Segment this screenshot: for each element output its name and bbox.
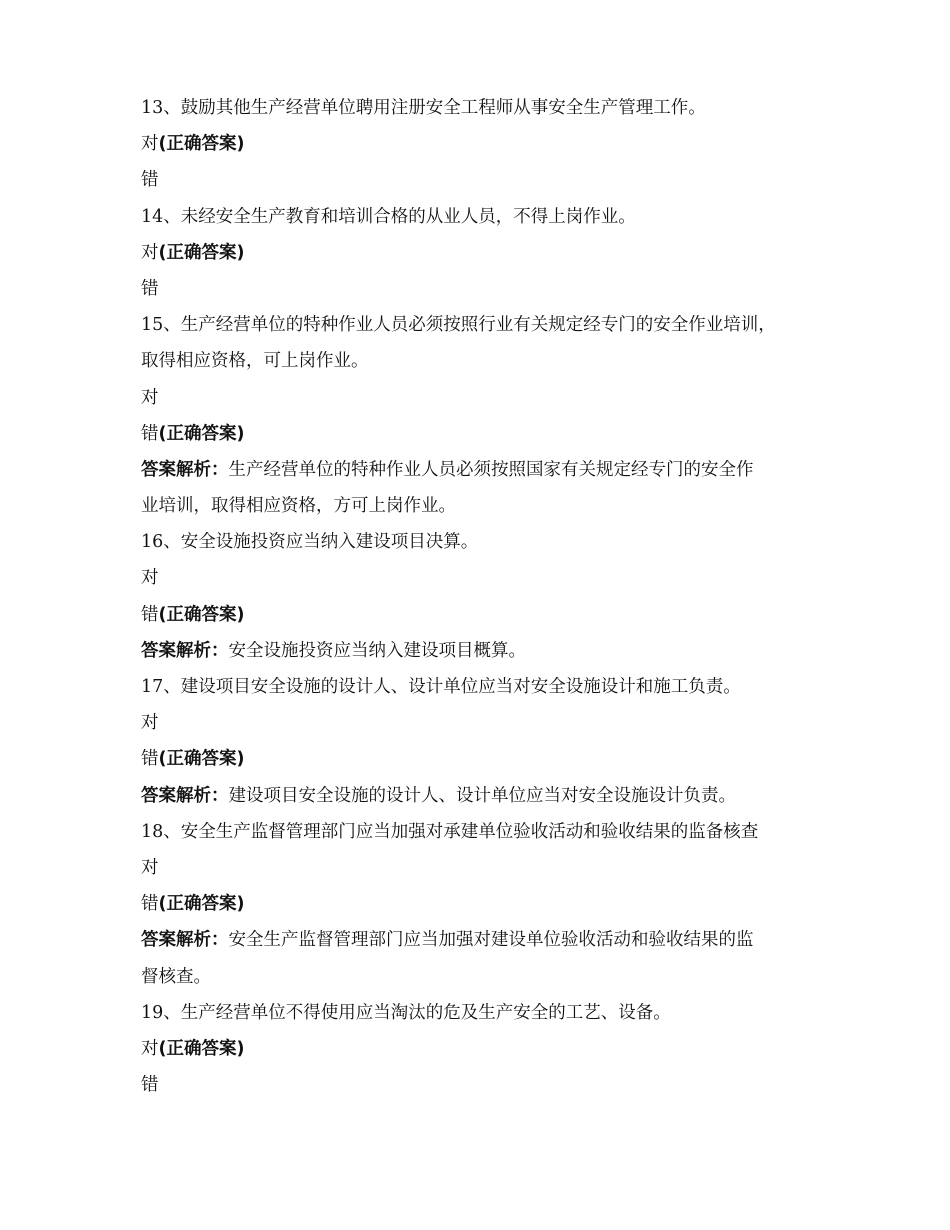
- option-true: [141, 850, 811, 886]
- answer-analysis: [141, 922, 811, 958]
- analysis-label: 答案解析：: [141, 640, 229, 661]
- question-block-q19: [141, 995, 811, 1104]
- option-false: [141, 886, 811, 922]
- option-true: [141, 1031, 811, 1067]
- analysis-text: 业培训，取得相应资格，方可上岗作业。: [141, 496, 456, 517]
- option-true: [141, 235, 811, 271]
- question-text: 17、建设项目安全设施的设计人、设计单位应当对安全设施设计和施工负责。: [141, 677, 741, 697]
- option-label: 对: [141, 857, 159, 878]
- correct-answer-marker: (正确答案): [158, 242, 245, 263]
- question-text: 15、生产经营单位的特种作业人员必须按照行业有关规定经专门的安全作业培训，: [141, 315, 776, 336]
- analysis-label: 答案解析：: [141, 930, 229, 951]
- question-block-q13: [141, 90, 811, 199]
- document-page: [141, 90, 811, 1103]
- correct-answer-marker: (正确答案): [158, 604, 245, 625]
- option-label: 对: [141, 568, 159, 589]
- question-text: 13、鼓励其他生产经营单位聘用注册安全工程师从事安全生产管理工作。: [141, 98, 706, 118]
- option-false: [141, 416, 811, 452]
- option-label: 对: [141, 242, 159, 263]
- option-false: [141, 162, 811, 198]
- analysis-text: 安全生产监督管理部门应当加强对建设单位验收活动和验收结果的监: [228, 930, 754, 951]
- answer-analysis: [141, 959, 811, 995]
- correct-answer-marker: (正确答案): [158, 1038, 245, 1059]
- answer-analysis: [141, 452, 811, 488]
- option-false: [141, 271, 811, 307]
- question-block-q16: [141, 524, 811, 669]
- analysis-text: 建设项目安全设施的设计人、设计单位应当对安全设施设计负责。: [228, 785, 736, 806]
- question-text: 14、未经安全生产教育和培训合格的从业人员，不得上岗作业。: [141, 206, 636, 227]
- option-true: [141, 380, 811, 416]
- option-label: 错: [141, 1075, 159, 1096]
- option-label: 错: [141, 749, 159, 770]
- option-label: 错: [141, 170, 159, 191]
- question-text: 19、生产经营单位不得使用应当淘汰的危及生产安全的工艺、设备。: [141, 1002, 671, 1023]
- option-true: [141, 705, 811, 741]
- option-label: 对: [141, 134, 159, 155]
- answer-analysis: [141, 778, 811, 814]
- option-label: 对: [141, 713, 159, 734]
- correct-answer-marker: (正确答案): [158, 423, 245, 444]
- option-label: 错: [141, 423, 159, 444]
- question-block-q18: [141, 814, 811, 995]
- question-text: 18、安全生产监督管理部门应当加强对承建单位验收活动和验收结果的监备核查: [141, 821, 759, 842]
- option-label: 对: [141, 1038, 159, 1059]
- question-block-q14: [141, 199, 811, 308]
- option-label: 错: [141, 604, 159, 625]
- option-label: 对: [141, 387, 159, 408]
- answer-analysis: [141, 633, 811, 669]
- analysis-label: 答案解析：: [141, 785, 229, 806]
- option-true: [141, 560, 811, 596]
- question-block-q15: [141, 307, 811, 524]
- option-false: [141, 597, 811, 633]
- option-label: 错: [141, 278, 159, 299]
- option-false: [141, 1067, 811, 1103]
- answer-analysis: [141, 488, 811, 524]
- option-true: [141, 126, 811, 162]
- analysis-text: 安全设施投资应当纳入建设项目概算。: [228, 640, 526, 661]
- question-text: 16、安全设施投资应当纳入建设项目决算。: [141, 532, 479, 553]
- question-text: 取得相应资格，可上岗作业。: [141, 351, 369, 372]
- analysis-label: 答案解析：: [141, 459, 229, 480]
- correct-answer-marker: (正确答案): [158, 134, 245, 155]
- correct-answer-marker: (正确答案): [158, 894, 245, 915]
- analysis-text: 生产经营单位的特种作业人员必须按照国家有关规定经专门的安全作: [228, 459, 754, 480]
- option-label: 错: [141, 894, 159, 915]
- question-block-q17: [141, 669, 811, 814]
- correct-answer-marker: (正确答案): [158, 749, 245, 770]
- option-false: [141, 741, 811, 777]
- analysis-text: 督核查。: [141, 966, 211, 987]
